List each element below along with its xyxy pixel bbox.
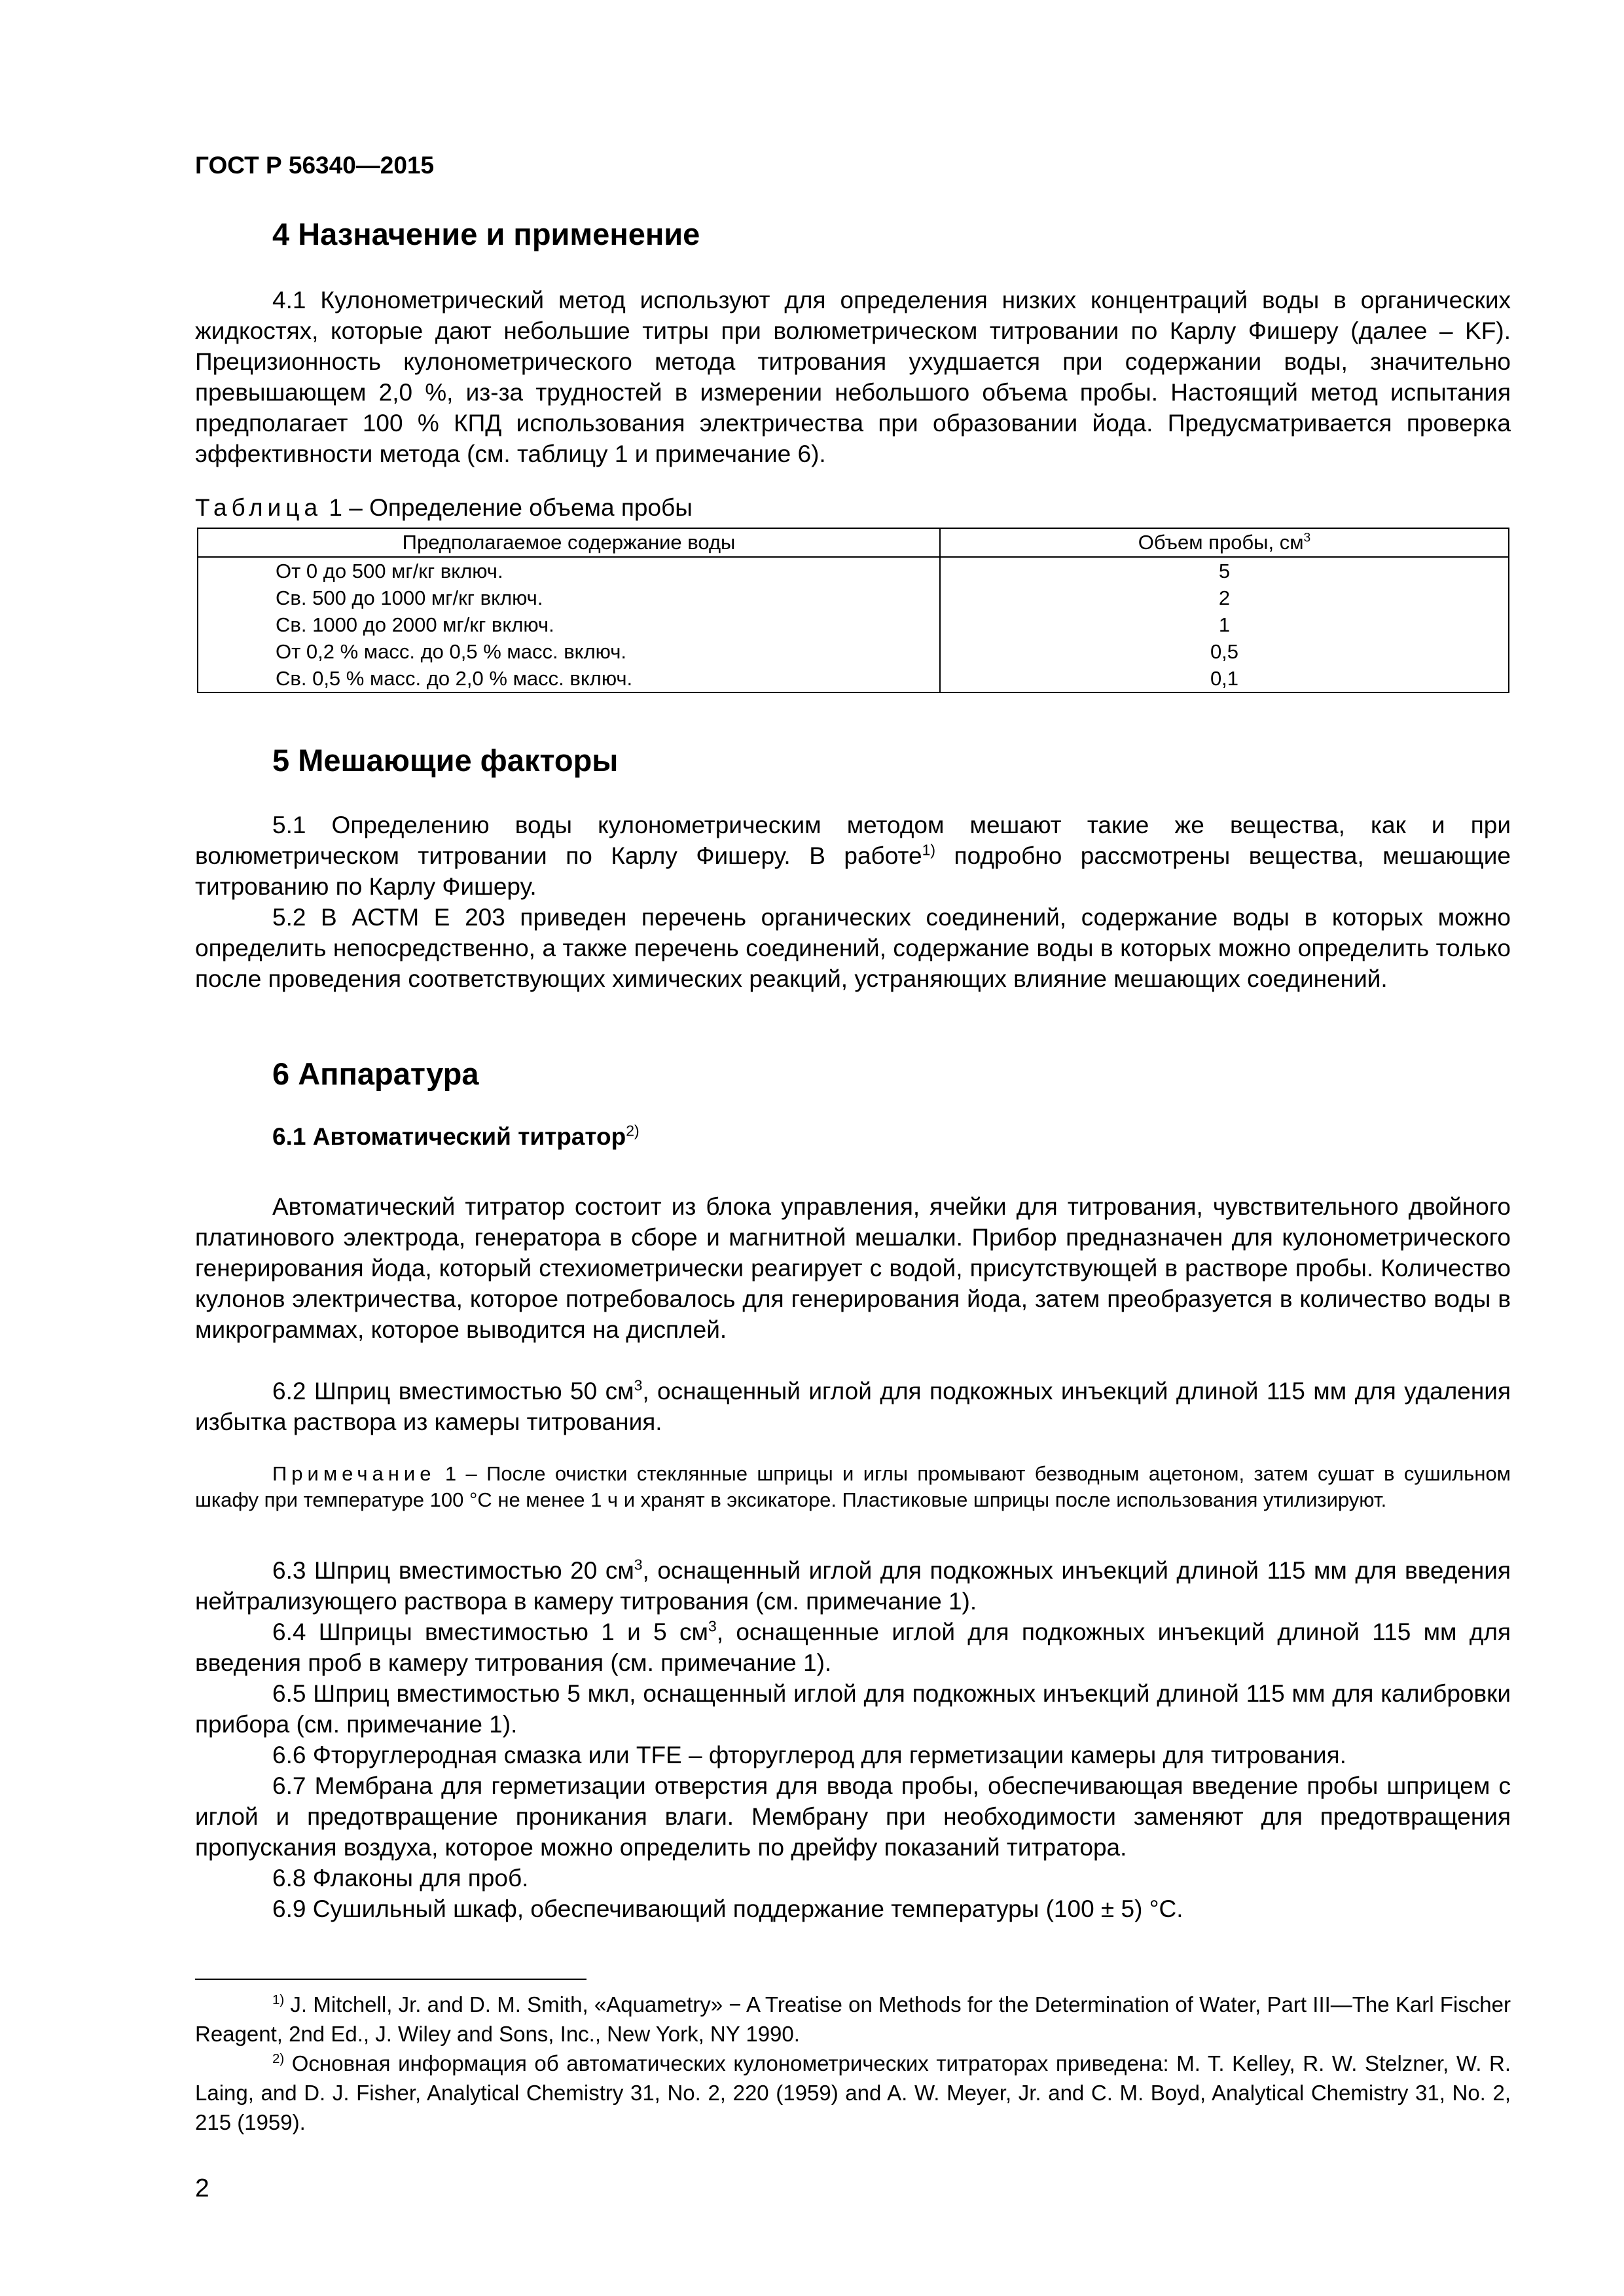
paragraph-6-3-part-b: , оснащенный иглой для подкожных инъекций длиной 115 мм для введения нейтрализующего раствора в камеру титрования (см. примечание 1). [195, 1557, 1511, 1615]
page-number: 2 [195, 2174, 209, 2202]
footnote-2-text: Основная информация об автоматических кулонометрических титраторах приведена: M. T. Kelley, R. W. Stelzner, W. R. Laing, and D. J. Fisher, Analytical Chemistry 31, No. 2, 220 (1959) and A. W. Meyer, Jr. and C. M. Boyd, Analytical Chemistry 31, No. 2, 215 (1959). [195, 2051, 1511, 2134]
table-cell-range: Св. 0,5 % масс. до 2,0 % масс. включ. [198, 665, 940, 692]
paragraph-5-1 [195, 810, 1511, 902]
paragraph-6-4 [195, 1617, 1511, 1678]
table-caption-title: 1 – Определение объема пробы [322, 494, 693, 521]
footnote-ref-2: 2) [626, 1122, 640, 1139]
paragraph-6-4-part-b: , оснащенные иглой для подкожных инъекций длиной 115 мм для введения проб в камеру титрования (см. примечание 1). [195, 1619, 1511, 1676]
note-1-text: 1 – После очистки стеклянные шприцы и иглы промывают безводным ацетоном, затем сушат в сушильном шкафу при температуре 100 °С не менее 1 ч и хранят в эксикаторе. Пластиковые шприцы после использования утилизируют. [195, 1462, 1511, 1511]
paragraph-6-7: 6.7 Мембрана для герметизации отверстия для ввода пробы, обеспечивающая введение пробы шприцем с иглой и предотвращение проникания влаги. Мембрану при необходимости заменяют для предотвращения пропускания воздуха, которое можно определить по дрейфу показаний титратора. [195, 1772, 1511, 1861]
table-row [198, 584, 1509, 611]
col-header-water-content: Предполагаемое содержание воды [198, 528, 940, 557]
paragraph-6-4-sup: 3 [708, 1617, 717, 1635]
table-row [198, 665, 1509, 692]
table-caption-word: Таблица [195, 494, 323, 521]
section-6-heading: 6 Аппаратура [272, 1056, 479, 1091]
table-row [198, 611, 1509, 638]
section-5-heading: 5 Мешающие факторы [272, 743, 619, 778]
paragraph-6-5: 6.5 Шприц вместимостью 5 мкл, оснащенный иглой для подкожных инъекций длиной 115 мм для калибровки прибора (см. примечание 1). [195, 1680, 1511, 1738]
note-1-label: Примечание [272, 1462, 436, 1485]
col-header-sample-volume-sup: 3 [1303, 531, 1311, 545]
table-cell-volume: 5 [940, 557, 1509, 584]
table-cell-range: От 0 до 500 мг/кг включ. [198, 557, 940, 584]
document-code: ГОСТ Р 56340—2015 [195, 152, 435, 179]
paragraph-6-2-part-a: 6.2 Шприц вместимостью 50 см [272, 1378, 634, 1405]
note-1 [195, 1461, 1511, 1513]
table-row [198, 557, 1509, 584]
table-row [198, 638, 1509, 665]
paragraph-6-3-sup: 3 [634, 1556, 643, 1573]
paragraph-6-6: 6.6 Фторуглеродная смазка или TFE – фторуглерод для герметизации камеры для титрования. [272, 1742, 1346, 1768]
subsection-6-1-title: 6.1 Автоматический титратор [272, 1123, 626, 1150]
footnote-1 [195, 1990, 1511, 2049]
table-header-row [198, 528, 1509, 557]
paragraph-5-1-part-b: подробно рассмотрены вещества, мешающие титрованию по Карлу Фишеру. [195, 842, 1511, 900]
table-cell-volume: 0,5 [940, 638, 1509, 665]
paragraph-6-8: 6.8 Флаконы для проб. [272, 1865, 529, 1892]
table-cell-volume: 1 [940, 611, 1509, 638]
footnote-2 [195, 2049, 1511, 2137]
section-4-heading: 4 Назначение и применение [272, 217, 700, 251]
paragraph-6-2-part-b: , оснащенный иглой для подкожных инъекций длиной 115 мм для удаления избытка раствора из камеры титрования. [195, 1378, 1511, 1435]
table-cell-range: Св. 1000 до 2000 мг/кг включ. [198, 611, 940, 638]
paragraph-5-1-part-a: 5.1 Определению воды кулонометрическим методом мешают такие же вещества, как и при волюметрическом титровании по Карлу Фишеру. В работе [195, 812, 1511, 869]
paragraph-6-3 [195, 1555, 1511, 1617]
col-header-sample-volume [940, 528, 1509, 557]
paragraph-6-4-part-a: 6.4 Шприцы вместимостью 1 и 5 см [272, 1619, 708, 1645]
paragraph-5-2: 5.2 В АСТМ Е 203 приведен перечень органических соединений, содержание воды в которых можно определить непосредственно, а также перечень соединений, содержание воды в которых можно определить только после проведения соответствующих химических реакций, устраняющих влияние мешающих соединений. [195, 904, 1511, 992]
paragraph-6-9: 6.9 Сушильный шкаф, обеспечивающий поддержание температуры (100 ± 5) °С. [272, 1895, 1183, 1922]
table-cell-volume: 2 [940, 584, 1509, 611]
paragraph-6-3-part-a: 6.3 Шприц вместимостью 20 см [272, 1557, 634, 1584]
paragraph-4-1: 4.1 Кулонометрический метод используют для определения низких концентраций воды в органических жидкостях, которые дают небольшие титры при волюметрическом титровании по Карлу Фишеру (далее – KF). Прецизионность кулонометрического метода титрования ухудшается при содержании воды, значительно превышающем 2,0 %, из-за трудностей в измерении небольшого объема пробы. Настоящий метод испытания предполагает 100 % КПД использования электричества при образовании йода. Предусматривается проверка эффективности метода (см. таблицу 1 и примечание 6). [195, 287, 1511, 467]
subsection-6-1-heading [272, 1123, 640, 1151]
paragraph-6-1: Автоматический титратор состоит из блока управления, ячейки для титрования, чувствительного двойного платинового электрода, генератора в сборе и магнитной мешалки. Прибор предназначен для кулонометрического генерирования йода, который стехиометрически реагирует с водой, присутствующей в растворе пробы. Количество кулонов электричества, которое потребовалось для генерирования йода, затем преобразуется в количество воды в микрограммах, которое выводится на дисплей. [195, 1193, 1511, 1343]
footnote-2-mark: 2) [272, 2051, 285, 2066]
footnote-1-text: J. Mitchell, Jr. and D. M. Smith, «Aquametry» − A Treatise on Methods for the Determination of Water, Part III—The Karl Fischer Reagent, 2nd Ed., J. Wiley and Sons, Inc., New York, NY 1990. [195, 1992, 1511, 2046]
table-cell-volume: 0,1 [940, 665, 1509, 692]
footnote-1-mark: 1) [272, 1992, 285, 2007]
table-cell-range: От 0,2 % масс. до 0,5 % масс. включ. [198, 638, 940, 665]
sample-volume-table [197, 528, 1509, 693]
footnote-ref-1: 1) [922, 841, 936, 859]
col-header-sample-volume-text: Объем пробы, см [1138, 531, 1304, 554]
footnote-divider [195, 1979, 586, 1980]
table-1-caption [195, 494, 693, 522]
paragraph-6-2 [195, 1376, 1511, 1437]
table-cell-range: Св. 500 до 1000 мг/кг включ. [198, 584, 940, 611]
paragraph-6-2-sup: 3 [634, 1376, 643, 1394]
